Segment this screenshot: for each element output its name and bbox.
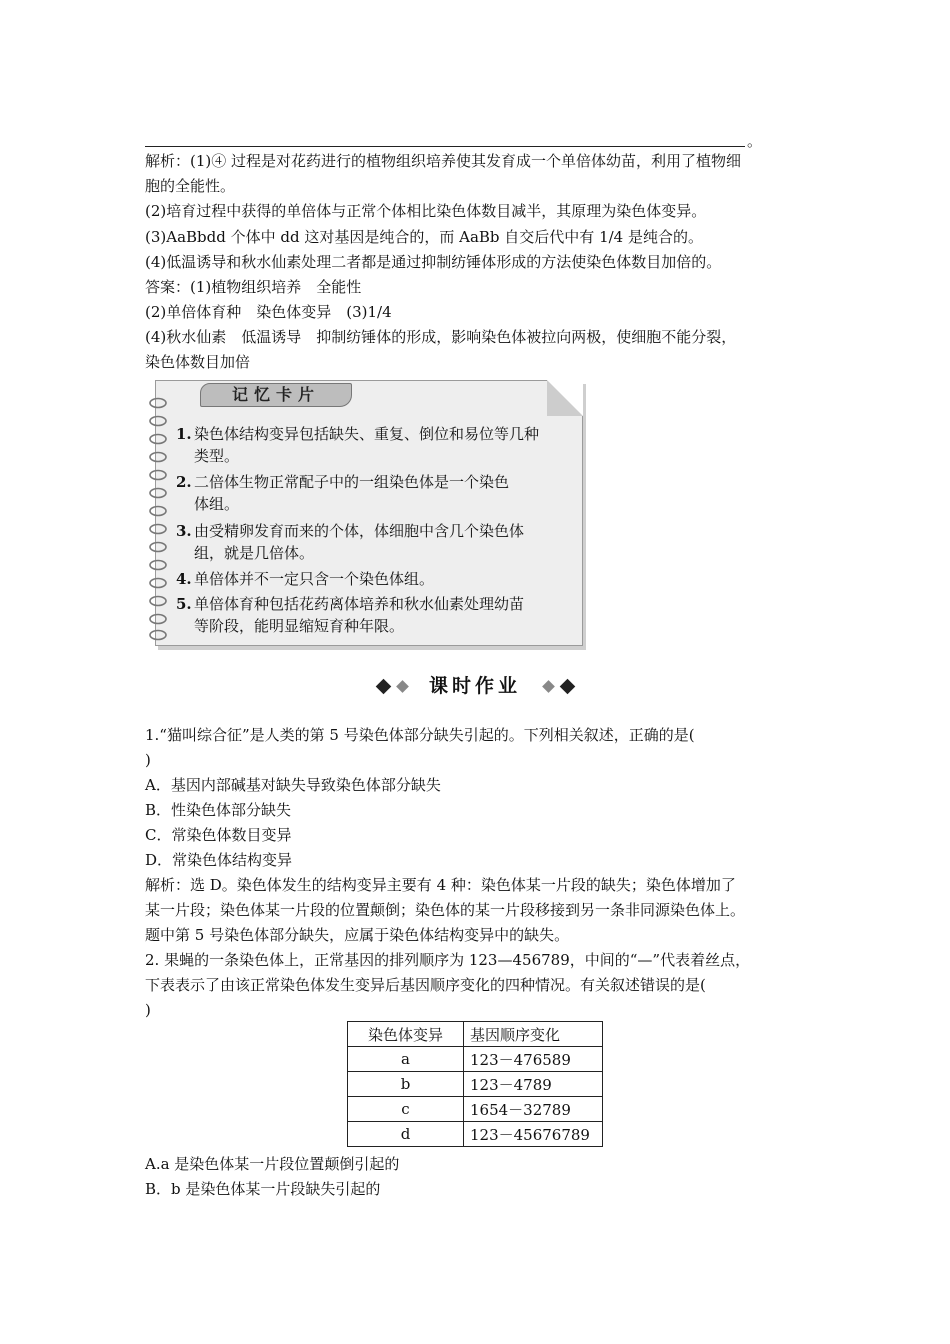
item-text: 单倍体育种包括花药离体培养和秋水仙素处理幼苗	[194, 595, 525, 613]
option-b: B．性染色体部分缺失	[145, 801, 292, 819]
card-item	[176, 520, 524, 564]
table-cell: 1654－32789	[464, 1097, 603, 1122]
answer-blank-line	[145, 146, 745, 147]
table-cell: d	[348, 1122, 464, 1147]
item-number: 3.	[176, 522, 192, 540]
diamond-icon	[376, 679, 392, 695]
analysis-line: 题中第 5 号染色体部分缺失，应属于染色体结构变异中的缺失。	[145, 926, 570, 944]
option-a: A．基因内部碱基对缺失导致染色体部分缺失	[145, 776, 441, 794]
table-row	[348, 1072, 603, 1097]
analysis-line: (4)低温诱导和秋水仙素处理二者都是通过抑制纺锤体形成的方法使染色体数目加倍的。	[145, 253, 722, 271]
table-cell: 123－4789	[464, 1072, 603, 1097]
memory-card	[155, 380, 583, 646]
card-item	[176, 471, 509, 515]
item-number: 5.	[176, 595, 192, 613]
answer-line: (4)秋水仙素 低温诱导 抑制纺锤体的形成，影响染色体被拉向两极，使细胞不能分裂，	[145, 328, 737, 346]
table-header: 染色体变异	[348, 1022, 464, 1047]
question-stem: 2. 果蝇的一条染色体上，正常基因的排列顺序为 123—456789，中间的“—”代表着丝点，	[145, 951, 751, 969]
answer-line: (2)单倍体育种 染色体变异 (3)1/4	[145, 303, 392, 321]
item-text: 等阶段，能明显缩短育种年限。	[194, 617, 405, 635]
analysis-line: 胞的全能性。	[145, 177, 236, 195]
table-cell: c	[348, 1097, 464, 1122]
answer-line: 染色体数目加倍	[145, 353, 251, 371]
table-row	[348, 1097, 603, 1122]
option-d: D．常染色体结构变异	[145, 851, 293, 869]
analysis-line: 解析：(1)④ 过程是对花药进行的植物组织培养使其发育成一个单倍体幼苗，利用了植物细	[145, 152, 742, 170]
option-b: B．b 是染色体某一片段缺失引起的	[145, 1180, 381, 1198]
card-item	[176, 568, 434, 590]
question-stem: 1.“猫叫综合征”是人类的第 5 号染色体部分缺失引起的。下列相关叙述，正确的是(	[145, 726, 695, 744]
card-item	[176, 423, 539, 467]
table-row	[348, 1122, 603, 1147]
diamond-icon	[542, 680, 555, 693]
item-number: 2.	[176, 473, 192, 491]
blank-suffix: 。	[747, 132, 763, 150]
question-stem: 下表表示了由该正常染色体发生变异后基因顺序变化的四种情况。有关叙述错误的是(	[145, 976, 706, 994]
memory-card-title: 记忆卡片	[200, 383, 352, 407]
option-a: A.a 是染色体某一片段位置颠倒引起的	[145, 1155, 400, 1173]
item-text: 组，就是几倍体。	[194, 544, 315, 562]
item-number: 4.	[176, 570, 192, 588]
diamond-icon	[560, 679, 576, 695]
card-item	[176, 593, 524, 637]
item-number: 1.	[176, 425, 192, 443]
table-header-row	[348, 1022, 603, 1047]
item-text: 单倍体并不一定只含一个染色体组。	[194, 570, 435, 588]
analysis-line: 某一片段；染色体某一片段的位置颠倒；染色体的某一片段移接到另一条非同源染色体上。	[145, 901, 746, 919]
analysis-line: 解析：选 D。染色体发生的结构变异主要有 4 种：染色体某一片段的缺失；染色体增加了	[145, 876, 736, 894]
item-text: 染色体结构变异包括缺失、重复、倒位和易位等几种	[194, 425, 540, 443]
question-stem: )	[145, 751, 151, 769]
homework-title: 课时作业	[428, 675, 521, 697]
table-cell: 123－476589	[464, 1047, 603, 1072]
homework-header	[374, 674, 580, 700]
item-text: 体组。	[194, 495, 240, 513]
gene-order-table	[347, 1021, 603, 1147]
table-cell: b	[348, 1072, 464, 1097]
table-cell: a	[348, 1047, 464, 1072]
item-text: 由受精卵发育而来的个体，体细胞中含几个染色体	[194, 522, 525, 540]
item-text: 二倍体生物正常配子中的一组染色体是一个染色	[194, 473, 510, 491]
spiral-binding-icon	[147, 397, 169, 641]
question-stem: )	[145, 1001, 151, 1019]
table-header: 基因顺序变化	[464, 1022, 603, 1047]
analysis-line: (3)AaBbdd 个体中 dd 这对基因是纯合的，而 AaBb 自交后代中有 1/4 是纯合的。	[145, 228, 703, 246]
page-curl-corner	[547, 380, 583, 416]
answer-line: 答案：(1)植物组织培养 全能性	[145, 278, 362, 296]
option-c: C．常染色体数目变异	[145, 826, 292, 844]
table-row	[348, 1047, 603, 1072]
item-text: 类型。	[194, 447, 240, 465]
table-cell: 123－45676789	[464, 1122, 603, 1147]
analysis-line: (2)培育过程中获得的单倍体与正常个体相比染色体数目减半，其原理为染色体变异。	[145, 202, 707, 220]
diamond-icon	[396, 680, 409, 693]
